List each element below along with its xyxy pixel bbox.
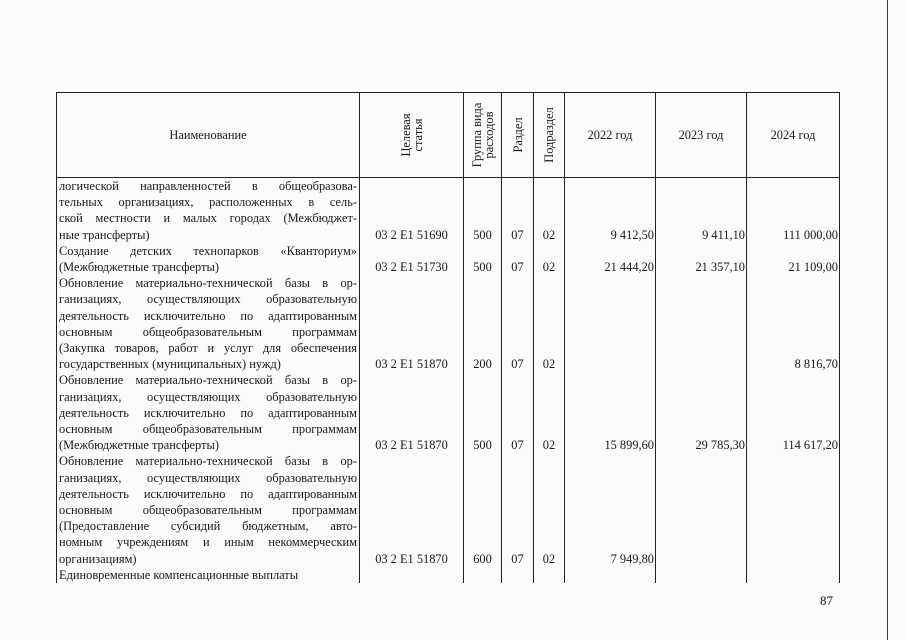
row-target-code: 03 2 E1 51730 (360, 243, 464, 275)
scan-edge-line (887, 0, 888, 640)
row-name-line: ные трансферты) (59, 227, 150, 242)
header-subsection (534, 93, 565, 178)
row-expense-group (464, 567, 502, 583)
row-amount-2022: 7 949,80 (565, 453, 656, 566)
row-amount-2024: 114 617,20 (747, 372, 840, 453)
table-body (57, 178, 840, 584)
row-name-line: ганизациях, осуществляющих образовательную (59, 389, 357, 404)
row-name (57, 372, 360, 453)
header-2022-label: 2022 год (587, 127, 633, 142)
table-row (57, 243, 840, 275)
row-target-code: 03 2 E1 51870 (360, 275, 464, 372)
budget-table (56, 92, 840, 583)
table-header (57, 93, 840, 178)
row-subsection: 02 (534, 178, 565, 243)
header-target-label: Целевая статья (398, 113, 425, 157)
row-amount-2022: 9 412,50 (565, 178, 656, 243)
row-name-line: деятельность исключительно по адаптированным (59, 308, 357, 323)
table-row (57, 178, 840, 243)
row-subsection (534, 567, 565, 583)
row-name-line: Обновление материально-технической базы в ор- (59, 276, 357, 291)
row-amount-2023 (656, 275, 747, 372)
row-section (502, 567, 534, 583)
header-subsection-label: Подраздел (542, 107, 556, 163)
header-group-label: Группа вида расходов (469, 102, 496, 168)
row-name-line: государственных (муниципальных) нужд) (59, 357, 281, 372)
row-amount-2022 (565, 275, 656, 372)
row-target-code: 03 2 E1 51870 (360, 453, 464, 566)
row-subsection: 02 (534, 453, 565, 566)
row-name-line: основным общеобразовательным программам (59, 422, 357, 437)
header-2022 (565, 93, 656, 178)
table-row (57, 275, 840, 372)
row-amount-2023 (656, 453, 747, 566)
row-section: 07 (502, 243, 534, 275)
row-name-line: (Закупка товаров, работ и услуг для обеспечения (59, 341, 357, 356)
row-name-line: основным общеобразовательным программам (59, 503, 357, 518)
row-amount-2022: 21 444,20 (565, 243, 656, 275)
header-2023-label: 2023 год (678, 127, 724, 142)
table-row (57, 372, 840, 453)
row-target-code: 03 2 E1 51870 (360, 372, 464, 453)
header-section-label: Раздел (510, 117, 525, 153)
row-name-line: деятельность исключительно по адаптированным (59, 405, 357, 420)
table-row (57, 567, 840, 583)
row-name-line: (Межбюджетные трансферты) (59, 260, 219, 275)
row-name-line: Создание детских технопарков «Кванториум» (59, 243, 357, 258)
row-name-line: (Межбюджетные трансферты) (59, 438, 219, 453)
row-target-code (360, 567, 464, 583)
row-section: 07 (502, 372, 534, 453)
row-subsection: 02 (534, 275, 565, 372)
row-name-line: логической направленностей в общеобразова- (59, 179, 357, 193)
row-expense-group: 500 (464, 178, 502, 243)
row-name (57, 453, 360, 566)
header-group (464, 93, 502, 178)
header-2024-label: 2024 год (770, 127, 816, 142)
header-name-label: Наименование (169, 127, 247, 142)
row-name-line: ганизациях, осуществляющих образовательную (59, 470, 357, 485)
row-name (57, 178, 360, 243)
row-amount-2023: 21 357,10 (656, 243, 747, 275)
row-amount-2022: 15 899,60 (565, 372, 656, 453)
row-expense-group: 500 (464, 372, 502, 453)
row-name (57, 275, 360, 372)
row-name-line: (Предоставление субсидий бюджетным, авто- (59, 519, 357, 534)
row-amount-2024: 111 000,00 (747, 178, 840, 243)
row-amount-2023: 9 411,10 (656, 178, 747, 243)
page-number: 87 (820, 593, 833, 608)
row-name (57, 243, 360, 275)
row-section: 07 (502, 178, 534, 243)
row-name-line: ской местности и малых городах (Межбюджет- (59, 211, 357, 226)
header-section (502, 93, 534, 178)
table-row (57, 453, 840, 566)
header-2023 (656, 93, 747, 178)
row-name-line: Обновление материально-технической базы в ор- (59, 454, 357, 469)
row-section: 07 (502, 453, 534, 566)
row-expense-group: 200 (464, 275, 502, 372)
row-subsection: 02 (534, 243, 565, 275)
row-name-line: Обновление материально-технической базы в ор- (59, 373, 357, 388)
row-name-line: номным учреждениям и иным некоммерческим (59, 535, 357, 550)
row-name-line: Единовременные компенсационные выплаты (59, 567, 299, 582)
header-name (57, 93, 360, 178)
header-2024 (747, 93, 840, 178)
row-amount-2023: 29 785,30 (656, 372, 747, 453)
row-amount-2024 (747, 453, 840, 566)
row-amount-2022 (565, 567, 656, 583)
row-amount-2023 (656, 567, 747, 583)
row-name-line: основным общеобразовательным программам (59, 324, 357, 339)
row-amount-2024 (747, 567, 840, 583)
row-subsection: 02 (534, 372, 565, 453)
row-section: 07 (502, 275, 534, 372)
row-name-line: организациям) (59, 551, 137, 566)
row-name-line: деятельность исключительно по адаптированным (59, 486, 357, 501)
row-amount-2024: 21 109,00 (747, 243, 840, 275)
row-name-line: ганизациях, осуществляющих образовательную (59, 292, 357, 307)
header-target (360, 93, 464, 178)
row-target-code: 03 2 E1 51690 (360, 178, 464, 243)
row-name-line: тельных организациях, расположенных в сель- (59, 195, 357, 210)
row-expense-group: 500 (464, 243, 502, 275)
row-name (57, 567, 360, 583)
row-expense-group: 600 (464, 453, 502, 566)
row-amount-2024: 8 816,70 (747, 275, 840, 372)
